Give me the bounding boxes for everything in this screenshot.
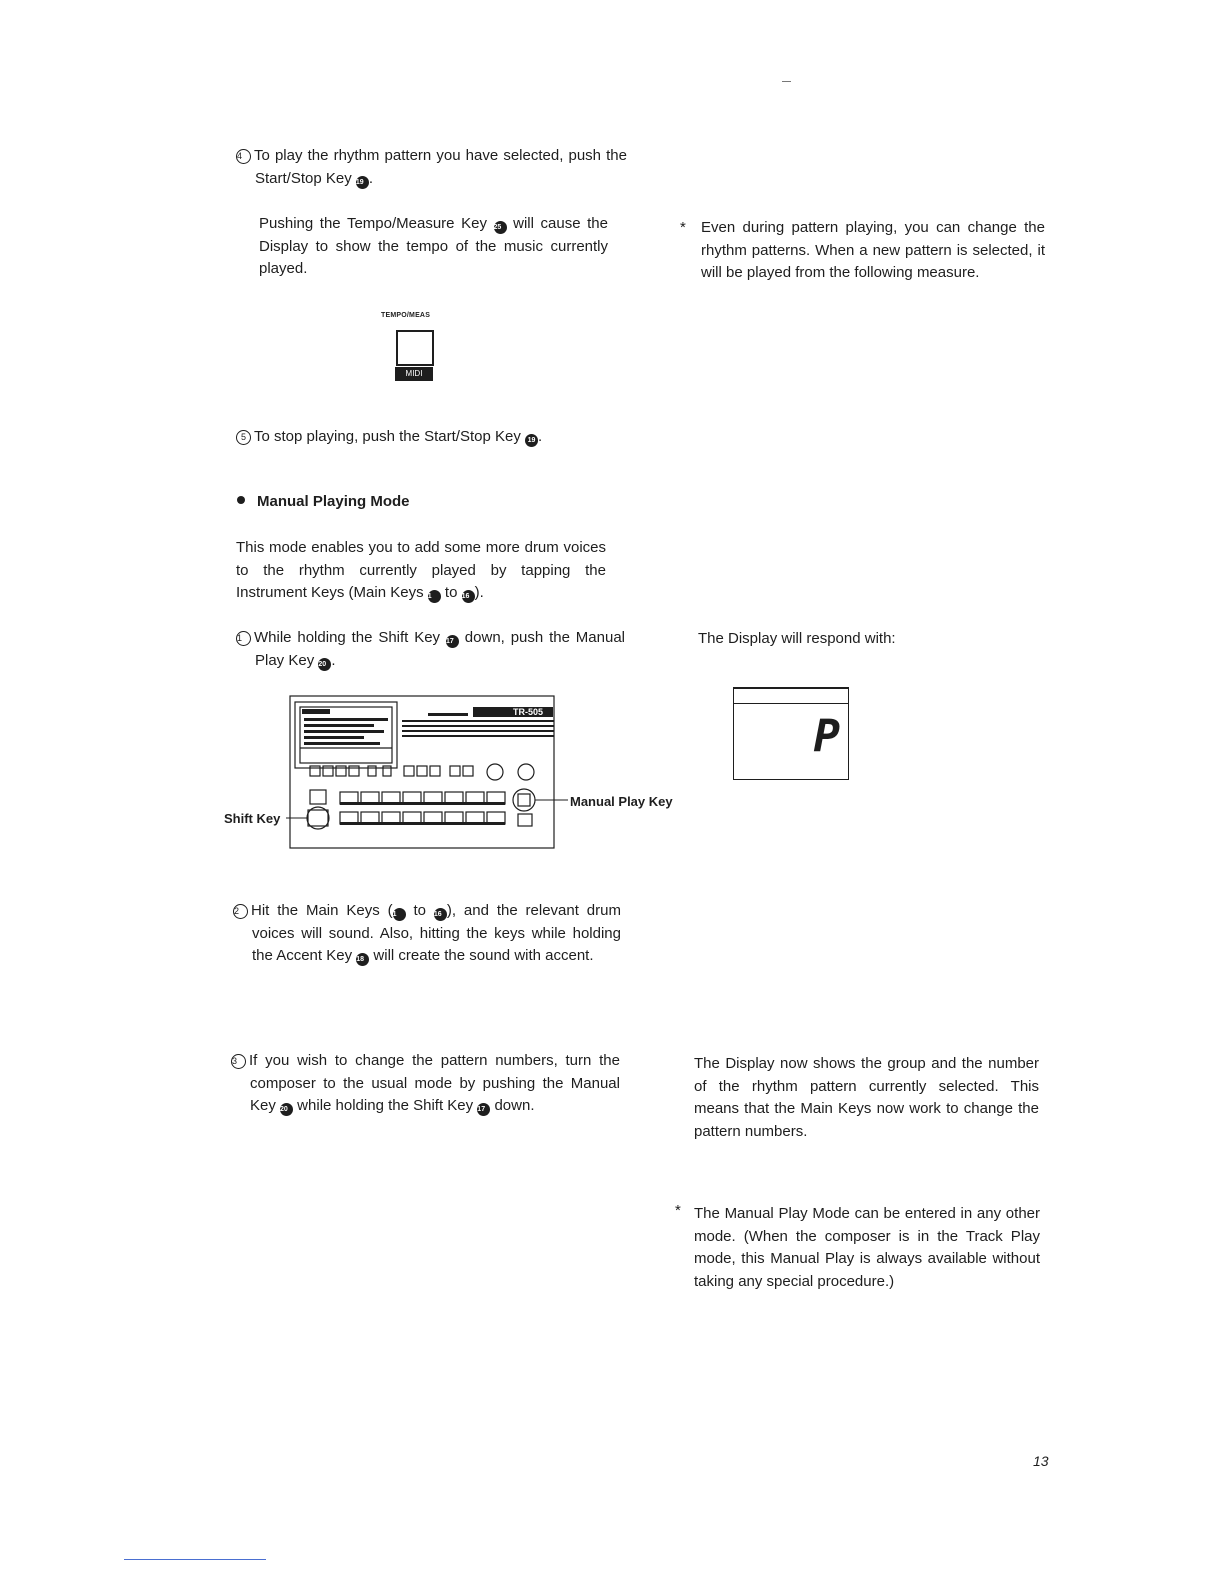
roland-logo [302, 709, 330, 714]
corner-mark [782, 81, 791, 82]
key-ref: 17 [477, 1103, 490, 1116]
step-4: 4 To play the rhythm pattern you have selected, push the Start/Stop Key 19 . [237, 147, 627, 187]
step-5: 5 To stop playing, push the Start/Stop Key 19 . [236, 426, 608, 449]
step-3: 3 If you wish to change the pattern numbers, turn the composer to the usual mode by pushing the Manual Key 20 while holding the Shift Key 17 down. [232, 1052, 620, 1114]
display-description: The Display now shows the group and the number of the rhythm pattern currently selected. This means that the Main Keys now work to change the pattern numbers. [694, 1055, 1039, 1140]
display-intro: The Display will respond with: [698, 630, 896, 647]
step-1: 1 While holding the Shift Key 17 down, push the Manual Play Key 20 . [237, 629, 626, 669]
midi-label: MIDI [395, 367, 433, 381]
tempo-meas-label: TEMPO/MEAS [381, 312, 431, 319]
display-lcd [733, 687, 849, 780]
step-number: 4 [236, 149, 251, 164]
manual-play-key-callout: Manual Play Key [570, 794, 673, 809]
tempo-paragraph: Pushing the Tempo/Measure Key 25 will cause the Display to show the tempo of the music currently played. [259, 215, 608, 277]
key-ref: 16 [462, 590, 475, 603]
key-ref: 17 [446, 635, 459, 648]
step-number: 1 [236, 631, 251, 646]
key-ref: 20 [280, 1103, 293, 1116]
bullet-icon [237, 496, 245, 504]
key-ref: 19 [525, 434, 538, 447]
step-number: 5 [236, 430, 251, 445]
note-star: * [680, 219, 686, 236]
display-character: P [813, 711, 840, 762]
tempo-meas-key [396, 330, 434, 366]
step-2: 2 Hit the Main Keys (1 to 16 ), and the relevant drum voices will sound. Also, hitting the keys while holding the Accent Key 18 will create the sound with accent. [234, 902, 621, 964]
key-ref: 1 [393, 908, 406, 921]
note-manual-play-mode: The Manual Play Mode can be entered in any other mode. (When the composer is in the Track Play mode, this Manual Play is always available without taking any special procedure.) [694, 1205, 1040, 1290]
shift-key-callout: Shift Key [224, 811, 281, 826]
key-ref: 20 [318, 658, 331, 671]
step-number: 3 [231, 1054, 246, 1069]
footer-rule [124, 1559, 266, 1560]
section-heading: Manual Playing Mode [237, 493, 410, 510]
step-number: 2 [233, 904, 248, 919]
key-ref: 25 [494, 221, 507, 234]
key-ref: 18 [356, 953, 369, 966]
key-ref: 16 [434, 908, 447, 921]
key-ref: 19 [356, 176, 369, 189]
model-name: TR-505 [513, 707, 544, 717]
note-pattern-playing: Even during pattern playing, you can change the rhythm patterns. When a new pattern is selected, it will be played from the following measure. [701, 219, 1045, 281]
key-ref: 1 [428, 590, 441, 603]
tr505-panel-illustration [280, 690, 570, 855]
intro-paragraph: This mode enables you to add some more drum voices to the rhythm currently played by tapping the Instrument Keys (Main Keys 1 to 16 ). [236, 539, 606, 601]
note-star: * [675, 1202, 681, 1219]
page-number: 13 [1033, 1453, 1049, 1469]
